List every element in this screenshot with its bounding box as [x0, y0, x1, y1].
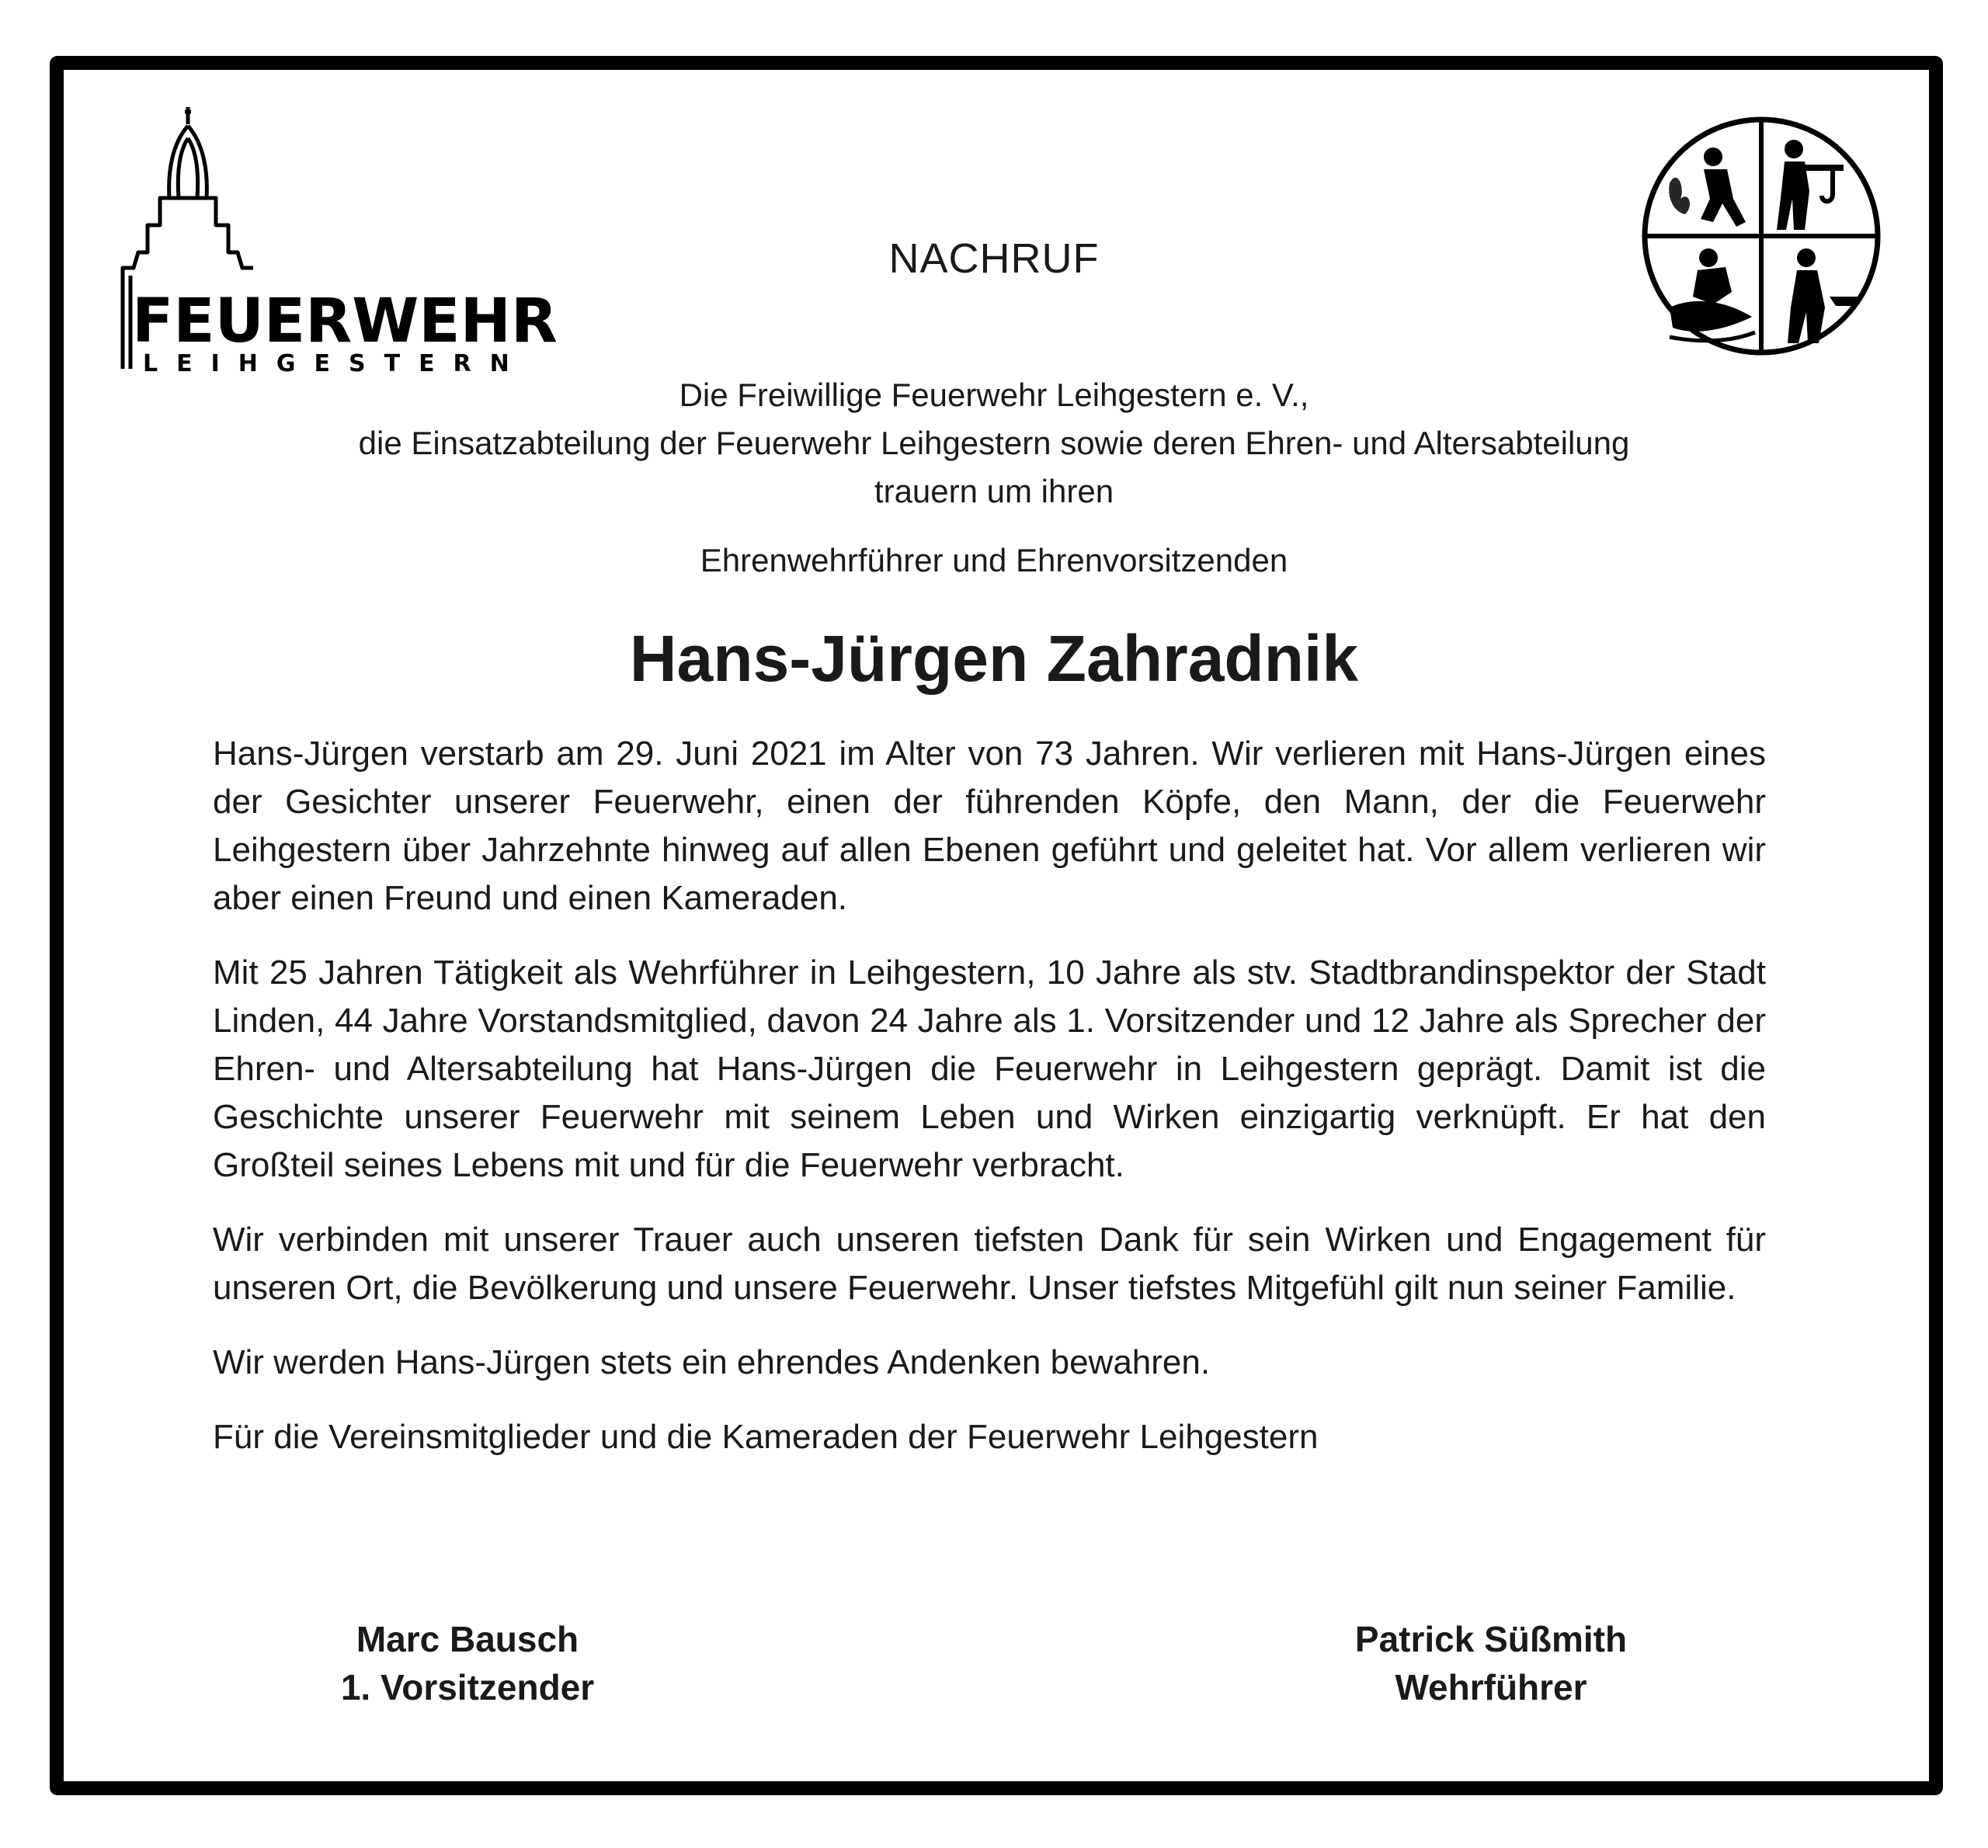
signatory-name: Patrick Süßmith: [1354, 1619, 1628, 1659]
signature-block: [1274, 1615, 1708, 1711]
signatory-name: Marc Bausch: [356, 1619, 579, 1659]
signature-block: [250, 1615, 685, 1711]
paragraph-5: Für die Vereinsmitglieder und die Kameraden der Feuerwehr Leihgestern: [213, 1418, 1319, 1456]
paragraph-2: Mit 25 Jahren Tätigkeit als Wehrführer in Leihgestern, 10 Jahre als stv. Stadtbrandinspektor der Stadt Linden, 44 Jahre Vorstandsmitglied, davon 24 Jahre als 1. Vorsitzender und 12 Jahre als Sprecher der Ehren- und Altersabteilung hat Hans-Jürgen die Feuerwehr in Leihgestern geprägt. Damit ist die Geschichte unserer Feuerwehr mit seinem Leben und Wirken einzigartig verknüpft. Er hat den Großteil seines Lebens mit und für die Feuerwehr verbracht.: [213, 954, 1766, 1184]
signatory-title: Wehrführer: [1395, 1667, 1587, 1707]
logo-subwordmark: LEIHGESTERN: [143, 350, 528, 377]
paragraph-3: Wir verbinden mit unserer Trauer auch unseren tiefsten Dank für sein Wirken und Engagement für unseren Ort, die Bevölkerung und unsere Feuerwehr. Unser tiefstes Mitgefühl gilt nun seiner Familie.: [213, 1221, 1766, 1307]
signatory-title: 1. Vorsitzender: [340, 1667, 595, 1707]
obituary-body: [213, 730, 1766, 1488]
deceased-name: Hans-Jürgen Zahradnik: [629, 622, 1359, 695]
logo-wordmark: FEUERWEHR: [132, 287, 558, 356]
intro-line-2: die Einsatzabteilung der Feuerwehr Leihgestern sowie deren Ehren- und Altersabteilung: [358, 425, 1630, 461]
intro-text: [0, 371, 1988, 516]
page-title: NACHRUF: [888, 235, 1100, 282]
paragraph-1: Hans-Jürgen verstarb am 29. Juni 2021 im Alter von 73 Jahren. Wir verlieren mit Hans-Jürgen eines der Gesichter unserer Feuerwehr, einen der führenden Köpfe, den Mann, der die Feuerwehr Leihgestern über Jahrzehnte hinweg auf allen Ebenen geführt und geleitet hat. Vor allem verlieren wir aber einen Freund und einen Kameraden.: [213, 735, 1766, 917]
intro-line-3: trauern um ihren: [874, 473, 1114, 509]
deceased-role: Ehrenwehrführer und Ehrenvorsitzenden: [700, 542, 1288, 578]
paragraph-4: Wir werden Hans-Jürgen stets ein ehrendes Andenken bewahren.: [213, 1343, 1211, 1381]
intro-line-1: Die Freiwillige Feuerwehr Leihgestern e. V.,: [679, 377, 1309, 413]
